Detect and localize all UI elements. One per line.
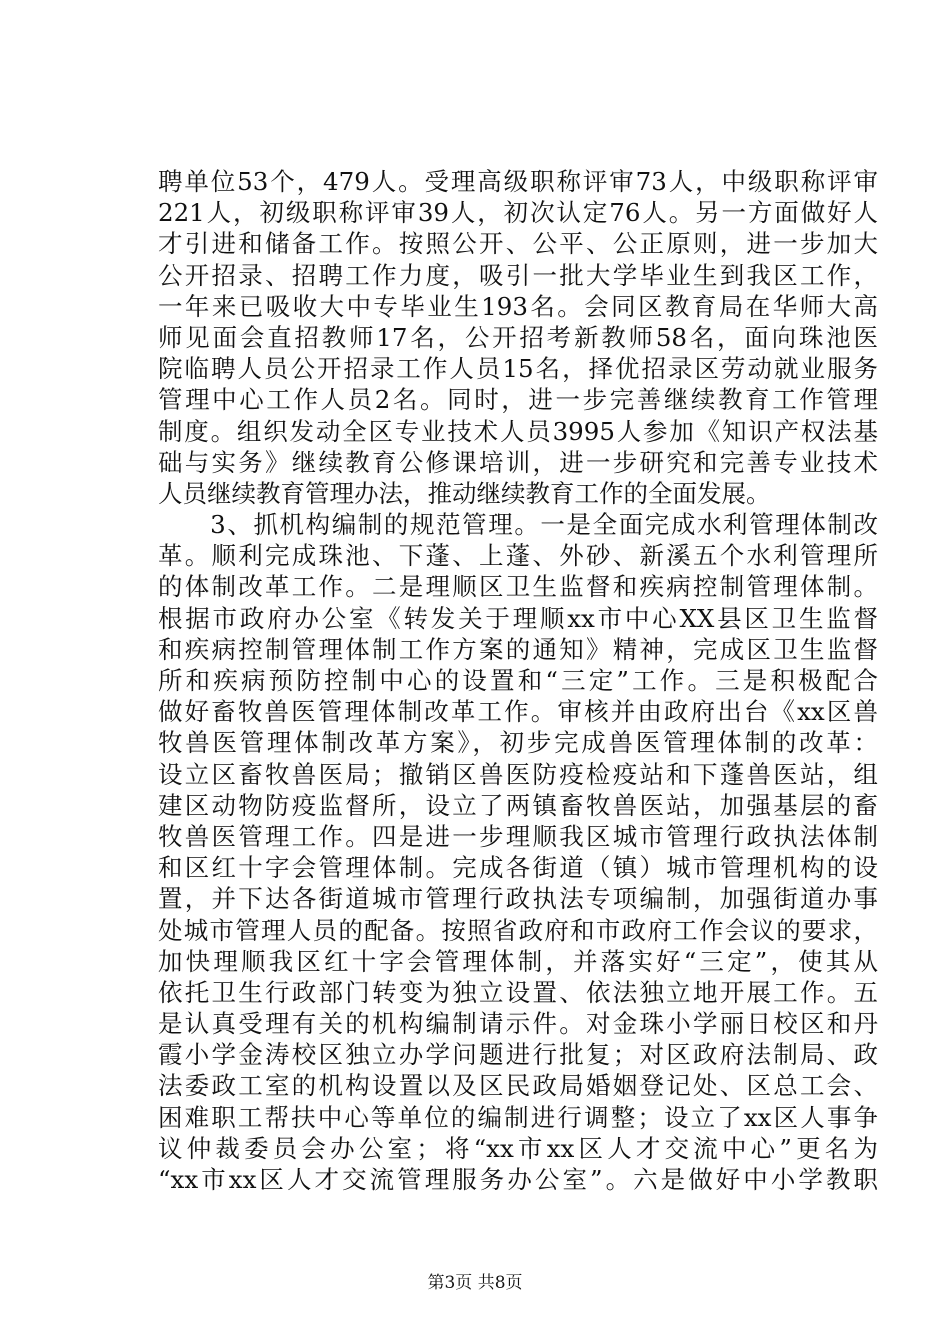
text-line: 师见面会直招教师17名，公开招考新教师58名，面向珠池医: [158, 322, 878, 352]
text-line: 的体制改革工作。二是理顺区卫生监督和疾病控制管理体制。: [158, 572, 878, 602]
text-line: 础与实务》继续教育公修课培训，进一步研究和完善专业技术: [158, 447, 878, 477]
text-line: 一年来已吸收大中专毕业生193名。会同区教育局在华师大高: [158, 291, 878, 321]
text-line: 管理中心工作人员2名。同时，进一步完善继续教育工作管理: [158, 385, 878, 415]
text-line: 才引进和储备工作。按照公开、公平、公正原则，进一步加大: [158, 229, 878, 259]
text-line: 设立区畜牧兽医局；撤销区兽医防疫检疫站和下蓬兽医站，组: [158, 759, 878, 789]
page-footer: 第3页 共8页: [427, 1273, 523, 1293]
text-line: 议仲裁委员会办公室；将“xx市xx区人才交流中心”更名为: [158, 1133, 878, 1163]
text-line: 法委政工室的机构设置以及区民政局婚姻登记处、区总工会、: [158, 1071, 878, 1101]
text-line: “xx市xx区人才交流管理服务办公室”。六是做好中小学教职: [158, 1165, 878, 1194]
body-text: [158, 166, 878, 1195]
text-line: 院临聘人员公开招录工作人员15名，择优招录区劳动就业服务: [158, 354, 878, 384]
text-line: 221人，初级职称评审39人，初次认定76人。另一方面做好人: [158, 198, 878, 228]
text-line: 根据市政府办公室《转发关于理顺xx市中心XX县区卫生监督: [158, 603, 878, 633]
text-line: 所和疾病预防控制中心的设置和“三定”工作。三是积极配合: [158, 666, 878, 695]
text-line: 依托卫生行政部门转变为独立设置、依法独立地开展工作。五: [158, 977, 878, 1007]
text-line: 是认真受理有关的机构编制请示件。对金珠小学丽日校区和丹: [158, 1009, 878, 1039]
text-line: 聘单位53个，479人。受理高级职称评审73人，中级职称评审: [158, 167, 878, 196]
text-line: 牧兽医管理体制改革方案》，初步完成兽医管理体制的改革：: [158, 728, 878, 758]
text-line: 牧兽医管理工作。四是进一步理顺我区城市管理行政执法体制: [158, 821, 878, 851]
text-line: 置，并下达各街道城市管理行政执法专项编制，加强街道办事: [158, 884, 878, 914]
text-line: 做好畜牧兽医管理体制改革工作。审核并由政府出台《xx区兽: [158, 697, 878, 727]
text-line: 和区红十字会管理体制。完成各街道（镇）城市管理机构的设: [158, 853, 878, 883]
text-line: 霞小学金涛校区独立办学问题进行批复；对区政府法制局、政: [158, 1040, 878, 1070]
text-line: 革。顺利完成珠池、下蓬、上蓬、外砂、新溪五个水利管理所: [158, 541, 878, 571]
text-line: 人员继续教育管理办法，推动继续教育工作的全面发展。: [158, 478, 771, 508]
text-line: 建区动物防疫监督所，设立了两镇畜牧兽医站，加强基层的畜: [158, 790, 878, 820]
text-line: 制度。组织发动全区专业技术人员3995人参加《知识产权法基: [158, 416, 878, 446]
text-line: 和疾病控制管理体制工作方案的通知》精神，完成区卫生监督: [158, 634, 878, 664]
text-line: 处城市管理人员的配备。按照省政府和市政府工作会议的要求，: [158, 915, 878, 945]
text-line: 公开招录、招聘工作力度，吸引一批大学毕业生到我区工作，: [158, 260, 878, 290]
text-line: 加快理顺我区红十字会管理体制，并落实好“三定”，使其从: [158, 946, 878, 976]
text-line: 3、抓机构编制的规范管理。一是全面完成水利管理体制改: [158, 510, 878, 540]
text-line: 困难职工帮扶中心等单位的编制进行调整；设立了xx区人事争: [158, 1102, 878, 1132]
